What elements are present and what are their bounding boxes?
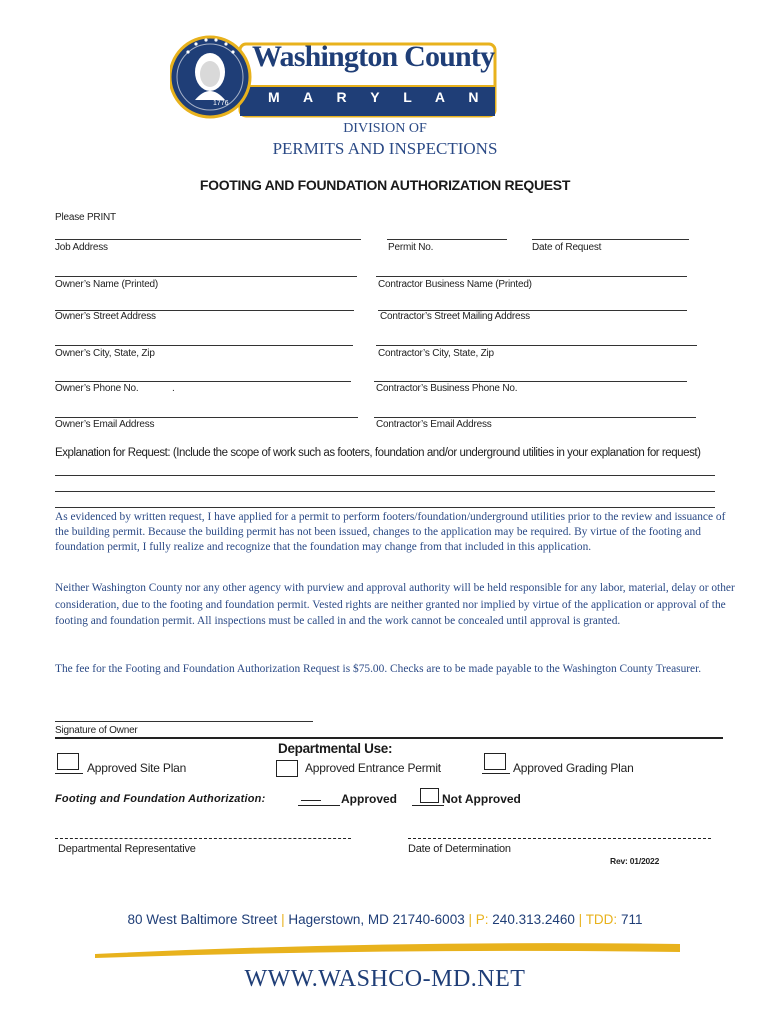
tdd-number: 711 [620, 912, 643, 927]
not-approved-checkbox[interactable] [420, 788, 439, 803]
footer-separator: | [578, 912, 583, 927]
contractor-phone-line [374, 381, 687, 382]
entrance-permit-checkbox[interactable] [276, 760, 298, 777]
footer-swoosh [95, 938, 680, 962]
owner-signature-input[interactable] [55, 704, 316, 722]
determination-date-line [408, 838, 711, 839]
county-seal-icon [170, 22, 500, 132]
owner-phone-label: Owner’s Phone No. [55, 383, 139, 394]
form-title: FOOTING AND FOUNDATION AUTHORIZATION REQUEST [199, 177, 571, 193]
owner-email-line [55, 417, 358, 418]
footer-separator: | [281, 912, 285, 927]
state-name: M A R Y L A N D [268, 89, 523, 105]
contractor-email-line [374, 417, 696, 418]
county-logo [170, 22, 500, 132]
explanation-line-3 [55, 507, 715, 508]
owner-phone-input[interactable] [55, 364, 354, 382]
county-name: Washington County [252, 40, 495, 73]
permit-no-line [387, 239, 507, 240]
print-note: Please PRINT [55, 212, 116, 223]
date-of-request-label: Date of Request [532, 242, 602, 253]
job-address-input[interactable] [55, 222, 364, 240]
gold-swoosh-icon [95, 938, 680, 962]
liability-statement: Neither Washington County nor any other agency with purview and approval authority will be held responsible for any labor, material, delay or other consideration, due to the footing and foundation permit. Vested rights are neither granted nor implied by virtue of the application or approval of the footing and foundation permit. All inspections must be called in and the work cannot be concealed until approval is granted. [55, 582, 735, 627]
not-approved-underline [412, 805, 444, 806]
owner-signature-line [55, 721, 313, 722]
seal-year: 1776 [213, 100, 229, 107]
owner-street-label: Owner’s Street Address [55, 311, 156, 322]
explanation-label: Explanation for Request: (Include the scope of work such as footers, foundation and/or underground utilities in your explanation for request) [55, 447, 701, 459]
footer-separator: | [468, 912, 472, 927]
approved-label: Approved [341, 792, 398, 806]
tdd-label: TDD: [585, 912, 618, 927]
contractor-city-label: Contractor’s City, State, Zip [378, 348, 494, 359]
owner-city-input[interactable] [55, 328, 356, 346]
signature-label: Signature of Owner [55, 725, 138, 736]
contractor-name-label: Contractor Business Name (Printed) [378, 279, 532, 290]
footer-address [0, 912, 770, 927]
street-address: 80 West Baltimore Street [127, 912, 278, 927]
grading-plan-underline [482, 773, 510, 774]
date-of-request-line [532, 239, 689, 240]
determination-date-label: Date of Determination [408, 843, 511, 855]
job-address-label: Job Address [55, 242, 108, 253]
division-label: DIVISION OF [343, 121, 427, 136]
owner-phone-line [55, 381, 351, 382]
request-statement: As evidenced by written request, I have applied for a permit to perform footers/foundation/underground utilities prior to the review and issuance of the building permit. Because the building permit has not been issued, changes to the application may be required. By virtue of the footing and foundation permit, I fully realize and recognize that the foundation may change from that included in this application. [55, 511, 726, 553]
site-plan-label: Approved Site Plan [87, 761, 187, 775]
owner-name-label: Owner’s Name (Printed) [55, 279, 159, 290]
revision-label: Rev: 01/2022 [610, 856, 660, 866]
owner-phone-dot: . [172, 383, 175, 394]
departmental-heading: Departmental Use: [278, 741, 393, 756]
approved-checkbox[interactable] [301, 785, 321, 801]
owner-name-line [55, 276, 357, 277]
permit-no-label: Permit No. [388, 242, 434, 253]
job-address-line [55, 239, 361, 240]
representative-label: Departmental Representative [58, 843, 196, 855]
grading-plan-checkbox[interactable] [484, 753, 506, 770]
contractor-phone-input[interactable] [374, 364, 690, 382]
grading-plan-label: Approved Grading Plan [513, 761, 634, 775]
approved-underline [298, 805, 340, 806]
authorization-label: Footing and Foundation Authorization: [55, 793, 266, 805]
departmental-divider [55, 737, 723, 739]
date-of-request-input[interactable] [532, 222, 691, 240]
website-link[interactable]: WWW.WASHCO-MD.NET [244, 966, 526, 992]
owner-city-label: Owner’s City, State, Zip [55, 348, 155, 359]
department-name: PERMITS AND INSPECTIONS [272, 139, 498, 158]
representative-line [55, 838, 351, 839]
permit-no-input[interactable] [387, 222, 509, 240]
contractor-street-label: Contractor’s Street Mailing Address [380, 311, 530, 322]
site-plan-checkbox[interactable] [57, 753, 79, 770]
not-approved-label: Not Approved [442, 792, 521, 806]
contractor-city-input[interactable] [376, 328, 700, 346]
contractor-city-line [376, 345, 697, 346]
contractor-name-line [376, 276, 687, 277]
phone-number: 240.313.2460 [492, 912, 575, 927]
phone-label: P: [475, 912, 489, 927]
city-address: Hagerstown, MD 21740-6003 [288, 912, 465, 927]
entrance-permit-label: Approved Entrance Permit [305, 761, 441, 775]
contractor-phone-label: Contractor’s Business Phone No. [376, 383, 518, 394]
contractor-email-input[interactable] [374, 400, 699, 418]
owner-city-line [55, 345, 353, 346]
owner-email-label: Owner’s Email Address [55, 419, 155, 430]
site-plan-underline [55, 773, 83, 774]
contractor-email-label: Contractor’s Email Address [376, 419, 492, 430]
fee-statement: The fee for the Footing and Foundation Authorization Request is $75.00. Checks are to be made payable to the Washington County Treasurer. [55, 663, 702, 675]
owner-email-input[interactable] [55, 400, 361, 418]
